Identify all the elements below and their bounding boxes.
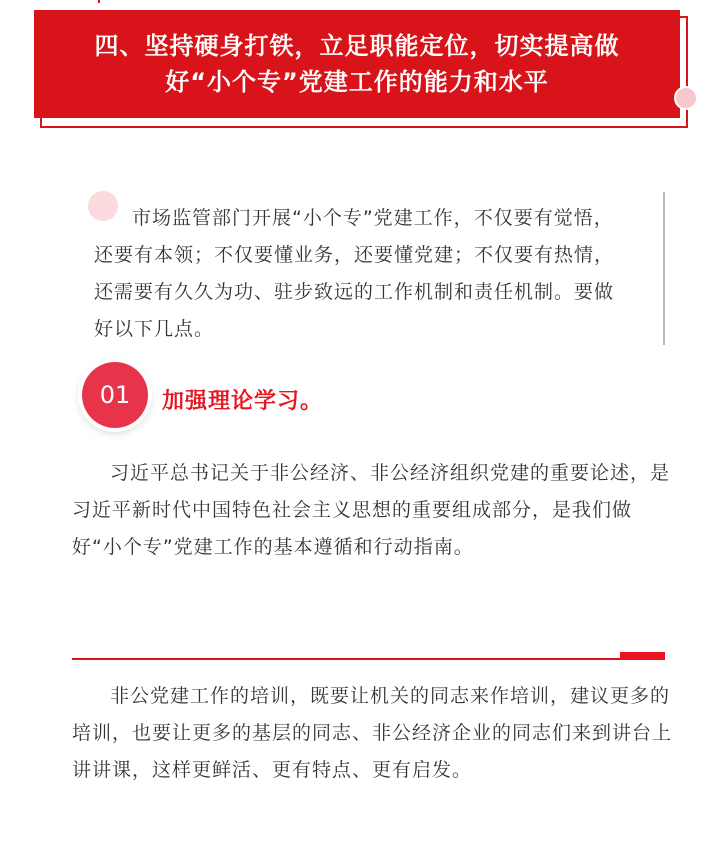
section-number-badge [82,362,148,428]
banner-dot-icon [674,86,698,110]
divider-line [72,658,664,660]
section-heading: 加强理论学习。 [162,389,324,414]
top-tick [98,0,100,3]
intro-side-bar [663,192,665,345]
section-number: 01 [99,381,131,409]
section-banner [34,10,686,126]
banner-body [34,10,680,118]
intro-paragraph: 市场监管部门开展“小个专”党建工作，不仅要有觉悟，还要有本领；不仅要懂业务，还要懂党建；不仅要有热情，还需要有久久为功、驻步致远的工作机制和责任机制。要做好以下几点。 [94,207,615,340]
divider-accent [620,652,665,660]
body-paragraph-2: 非公党建工作的培训，既要让机关的同志来作培训，建议更多的培训，也要让更多的基层的同志、非公经济企业的同志们来到讲台上讲讲课，这样更鲜活、更有特点、更有启发。 [72,685,673,781]
body-paragraph-1: 习近平总书记关于非公经济、非公经济组织党建的重要论述，是习近平新时代中国特色社会主义思想的重要组成部分，是我们做好“小个专”党建工作的基本遵循和行动指南。 [72,462,671,558]
banner-title: 四、坚持硬身打铁，立足职能定位，切实提高做好“小个专”党建工作的能力和水平 [94,32,620,96]
